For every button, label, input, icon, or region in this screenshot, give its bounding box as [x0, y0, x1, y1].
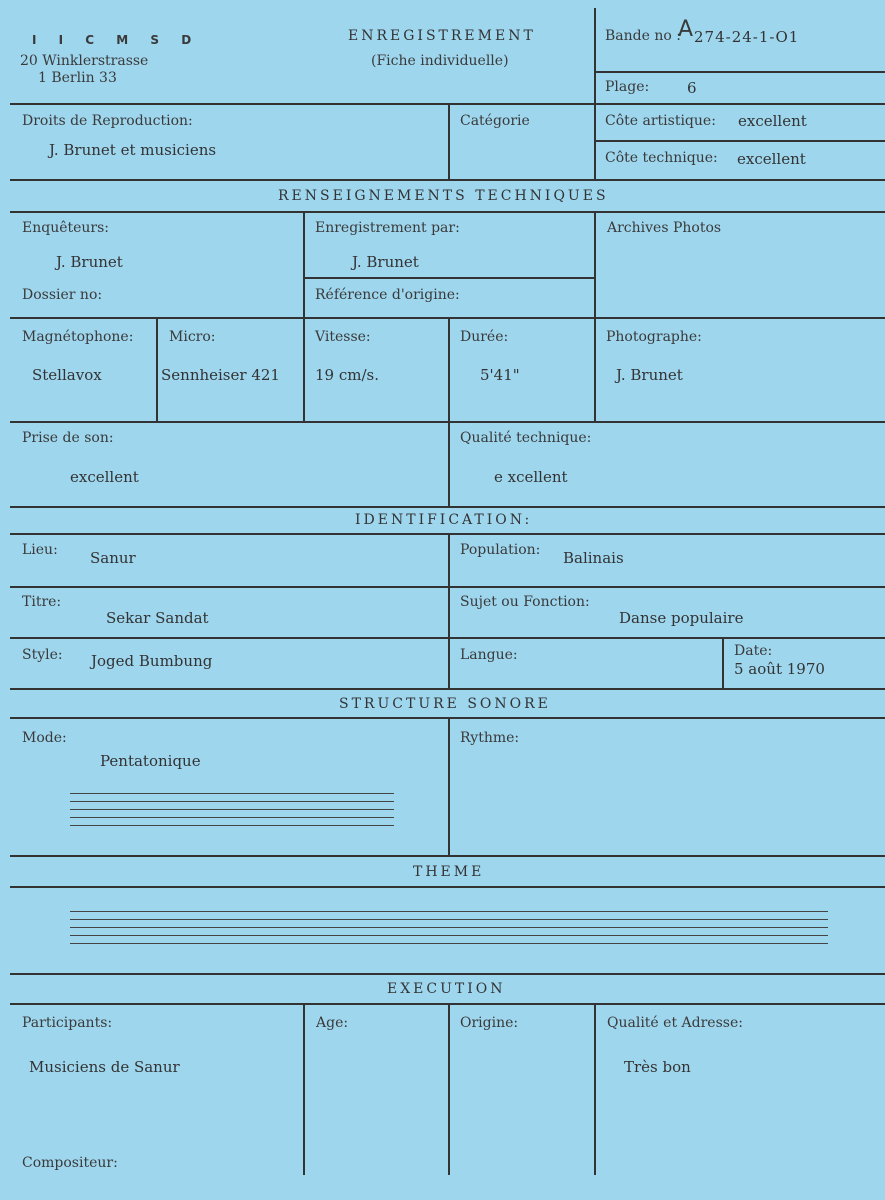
participants-label: Participants: — [22, 1015, 113, 1031]
date-value: 5 août 1970 — [734, 660, 825, 678]
enregistrement-label: Enregistrement par: — [315, 220, 460, 236]
address-line-1: 20 Winklerstrasse — [20, 53, 149, 69]
divider — [594, 140, 885, 142]
enqueteurs-value: J. Brunet — [56, 253, 123, 271]
divider — [10, 637, 885, 639]
section-heading-technique: RENSEIGNEMENTS TECHNIQUES — [278, 188, 609, 204]
vitesse-value: 19 cm/s. — [315, 366, 379, 384]
form-title: ENREGISTREMENT — [348, 28, 536, 44]
divider — [448, 421, 450, 506]
lieu-label: Lieu: — [22, 542, 58, 558]
rythme-label: Rythme: — [460, 730, 520, 746]
qualite-adresse-label: Qualité et Adresse: — [607, 1015, 743, 1031]
section-heading-identification: IDENTIFICATION: — [355, 512, 533, 528]
divider — [10, 179, 885, 181]
enqueteurs-label: Enquêteurs: — [22, 220, 110, 236]
dossier-label: Dossier no: — [22, 287, 103, 303]
form-subtitle: (Fiche individuelle) — [371, 53, 509, 69]
mode-label: Mode: — [22, 730, 67, 746]
divider — [448, 317, 450, 422]
qualite-technique-value: e xcellent — [494, 468, 568, 486]
address-line-2: 1 Berlin 33 — [38, 70, 117, 86]
style-value: Joged Bumbung — [91, 652, 213, 670]
divider — [594, 8, 596, 179]
divider — [10, 211, 885, 213]
divider — [448, 103, 450, 179]
magnetophone-value: Stellavox — [32, 366, 102, 384]
population-label: Population: — [460, 542, 541, 558]
divider — [303, 1003, 305, 1175]
date-label: Date: — [734, 643, 773, 659]
divider — [722, 637, 724, 688]
magnetophone-label: Magnétophone: — [22, 329, 134, 345]
vitesse-label: Vitesse: — [315, 329, 371, 345]
photographe-value: J. Brunet — [616, 366, 683, 384]
compositeur-label: Compositeur: — [22, 1155, 118, 1171]
cote-artistique-value: excellent — [738, 112, 807, 130]
age-label: Age: — [316, 1015, 349, 1031]
micro-label: Micro: — [169, 329, 216, 345]
prise-de-son-label: Prise de son: — [22, 430, 114, 446]
divider — [448, 1003, 450, 1175]
duree-value: 5'41" — [480, 366, 520, 384]
section-heading-structure: STRUCTURE SONORE — [339, 696, 551, 712]
lieu-value: Sanur — [90, 549, 136, 567]
reference-label: Référence d'origine: — [315, 287, 460, 303]
photographe-label: Photographe: — [606, 329, 702, 345]
cote-technique-label: Côte technique: — [605, 150, 718, 166]
archives-label: Archives Photos — [607, 220, 722, 236]
section-heading-theme: THEME — [413, 864, 485, 880]
duree-label: Durée: — [460, 329, 509, 345]
cote-technique-value: excellent — [737, 150, 806, 168]
plage-value: 6 — [687, 79, 697, 97]
org-name: I I C M S D — [32, 33, 201, 47]
micro-value: Sennheiser 421 — [161, 366, 280, 384]
divider — [10, 688, 885, 690]
cote-artistique-label: Côte artistique: — [605, 113, 716, 129]
categorie-label: Catégorie — [460, 113, 530, 129]
origine-label: Origine: — [460, 1015, 519, 1031]
divider — [10, 506, 885, 508]
divider — [594, 1003, 596, 1175]
divider — [10, 855, 885, 857]
sujet-label: Sujet ou Fonction: — [460, 594, 590, 610]
divider — [448, 533, 450, 688]
population-value: Balinais — [563, 549, 624, 567]
langue-label: Langue: — [460, 647, 518, 663]
divider — [10, 586, 885, 588]
section-heading-execution: EXECUTION — [387, 981, 506, 997]
participants-value: Musiciens de Sanur — [29, 1058, 180, 1076]
enregistrement-value: J. Brunet — [352, 253, 419, 271]
titre-value: Sekar Sandat — [106, 609, 209, 627]
divider — [594, 71, 885, 73]
plage-label: Plage: — [605, 79, 650, 95]
divider — [156, 317, 158, 422]
divider — [448, 717, 450, 856]
divider — [10, 886, 885, 888]
mode-value: Pentatonique — [100, 752, 201, 770]
qualite-technique-label: Qualité technique: — [460, 430, 592, 446]
rights-label: Droits de Reproduction: — [22, 113, 193, 129]
titre-label: Titre: — [22, 594, 62, 610]
divider — [303, 277, 594, 279]
qualite-adresse-value: Très bon — [624, 1058, 691, 1076]
bande-label: Bande no : — [605, 28, 681, 44]
rights-value: J. Brunet et musiciens — [49, 141, 217, 159]
sujet-value: Danse populaire — [619, 609, 744, 627]
bande-number: 274-24-1-O1 — [694, 28, 800, 46]
prise-de-son-value: excellent — [70, 468, 139, 486]
bande-prefix: A — [678, 17, 694, 42]
style-label: Style: — [22, 647, 63, 663]
divider — [10, 973, 885, 975]
